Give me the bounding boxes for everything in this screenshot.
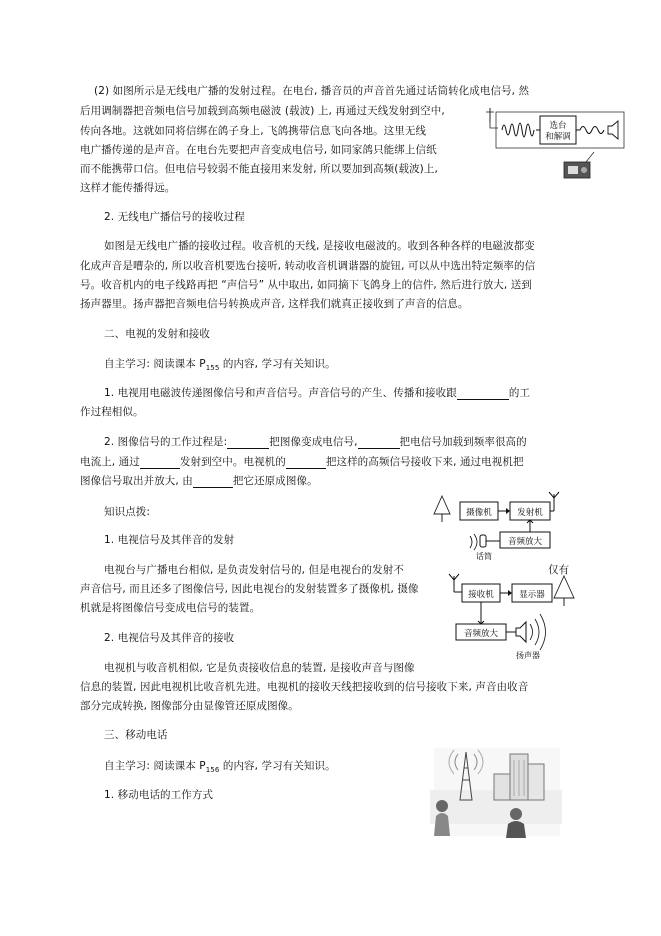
knowledge-1-line1b: 仅有: [548, 564, 570, 576]
section-heading-mobile: 三、移动电话: [104, 729, 168, 741]
para2-line4: 扬声器里。扬声器把音频电信号转换成声音, 这样我们就真正接收到了声音的信息。: [80, 298, 469, 310]
q2-blank-2[interactable]: [358, 437, 400, 449]
q2-blank-1[interactable]: [227, 437, 269, 449]
q2-text-b: 把图像变成电信号,: [269, 436, 358, 448]
fig1-box-line2: 和解调: [545, 132, 571, 142]
section-heading-tv: 二、电视的发射和接收: [104, 328, 210, 340]
mobile-phone-figure: [430, 740, 562, 840]
knowledge-1-line2: 声音信号, 而且还多了图像信号, 因此电视台的发射装置多了摄像机, 摄像: [80, 583, 419, 595]
q2-blank-3[interactable]: [140, 457, 180, 469]
knowledge-2-line3: 部分完成转换, 图像部分由显像管还原成图像。: [80, 700, 299, 712]
para1-line4: 电广播传递的是声音。在电台先要把声音变成电信号, 如同家鸽只能绑上信纸: [80, 144, 437, 156]
tv-transmitter-figure: [430, 490, 570, 562]
q2-text-c: 把电信号加载到频率很高的: [399, 436, 527, 448]
fig3-receiver-label: 接收机: [468, 590, 494, 600]
q2-text-g: 图像信号取出并放大, 由: [80, 475, 193, 487]
fig2-camera-label: 摄像机: [466, 508, 492, 518]
knowledge-heading-2: 2. 电视信号及其伴音的接收: [104, 632, 235, 644]
fig1-box-line1: 选台: [549, 121, 567, 131]
speaker-icon: [516, 622, 526, 642]
para1-line3: 传向各地。这就如同将信绑在鸽子身上, 飞鸽携带信息飞向各地。这里无线: [80, 125, 427, 137]
para2-line2: 化成声音是嘈杂的, 所以收音机要选台接听, 转动收音机调谐器的旋钮, 可以从中选出特定频率的信: [80, 260, 536, 272]
person-left-icon: [434, 800, 450, 836]
q1-text-a: 1. 电视用电磁波传递图像信号和声音信号。声音信号的产生、传播和接收跟: [104, 387, 457, 399]
q2-blank-4[interactable]: [286, 457, 326, 469]
self-study-1-post: 的内容, 学习有关知识。: [219, 358, 336, 370]
fig2-mic-label: 话筒: [476, 552, 492, 561]
knowledge-1-line3: 机就是将图像信号变成电信号的装置。: [80, 602, 261, 614]
self-study-2-pre: 自主学习: 阅读课本 P: [104, 760, 206, 772]
question-2-line1: [104, 435, 527, 449]
q1-text-b: 的工: [508, 387, 531, 399]
self-study-1-pre: 自主学习: 阅读课本 P: [104, 358, 206, 370]
tree-icon: [434, 496, 450, 522]
self-study-1-page: 155: [205, 364, 220, 373]
q1-blank[interactable]: [457, 388, 509, 400]
knowledge-1-line1a: 电视台与广播电台相似, 是负责发射信号的, 但是电视台的发射不: [104, 564, 404, 576]
fig2-audio-amp-label: 音频放大: [507, 537, 543, 547]
self-study-2-page: 156: [205, 766, 220, 775]
para2-line3: 号。收音机内的电子线路再把 “声信号” 从中取出, 如同摘下飞鸽身上的信件, 然后进行放大, 送到: [80, 279, 532, 291]
knowledge-tips: 知识点拨:: [104, 506, 151, 518]
q2-text-d: 电流上, 通过: [80, 456, 140, 468]
q2-text-a: 2. 图像信号的工作过程是:: [104, 436, 228, 448]
fig3-speaker-label: 扬声器: [516, 651, 540, 660]
self-study-1: [104, 357, 336, 375]
q2-blank-5[interactable]: [193, 476, 233, 488]
subsection-heading-2: 2. 无线电广播信号的接收过程: [104, 211, 245, 223]
self-study-2-post: 的内容, 学习有关知识。: [219, 760, 336, 772]
para2-line1: 如图是无线电广播的接收过程。收音机的天线, 是接收电磁波的。收到各种各样的电磁波都变: [104, 240, 535, 252]
knowledge-2-line2: 信息的装置, 因此电视机比收音机先进。电视机的接收天线把接收到的信号接收下来, 声音由收音: [80, 681, 529, 693]
question-2-line2: [80, 455, 524, 469]
q2-text-h: 把它还原成图像。: [232, 475, 318, 487]
q2-text-f: 把这样的高频信号接收下来, 通过电视机把: [325, 456, 524, 468]
para1-line5: 而不能携带口信。但电信号较弱不能直接用来发射, 所以要加到高频(载波)上,: [80, 163, 438, 175]
knowledge-heading-1: 1. 电视信号及其伴音的发射: [104, 534, 235, 546]
fig3-display-label: 显示器: [519, 590, 545, 600]
q2-text-e: 发射到空中。电视机的: [179, 456, 286, 468]
fig3-audio-amp-label: 音频放大: [463, 629, 499, 639]
radio-broadcast-figure: [480, 104, 630, 188]
question-1-line2: 作过程相似。: [80, 406, 144, 418]
microphone-icon: [480, 535, 500, 547]
knowledge-2-line1: 电视机与收音机相似, 它是负责接收信息的装置, 是接收声音与图像: [104, 662, 415, 674]
self-study-2: [104, 759, 336, 777]
para1-line1: (2) 如图所示是无线电广播的发射过程。在电台, 播音员的声音首先通过话筒转化成电信号, 然: [94, 85, 530, 97]
mobile-heading-1: 1. 移动电话的工作方式: [104, 789, 214, 801]
tv-receiver-figure: [440, 572, 580, 662]
para1-line6: 这样才能传播得远。: [80, 182, 176, 194]
question-2-line3: [80, 474, 318, 488]
tree-icon: [554, 576, 574, 606]
para1-line2: 后用调制器把音频电信号加载到高频电磁波 (载波) 上, 再通过天线发射到空中,: [80, 105, 445, 117]
question-1-line1: [104, 386, 530, 400]
fig2-transmitter-label: 发射机: [517, 508, 543, 518]
